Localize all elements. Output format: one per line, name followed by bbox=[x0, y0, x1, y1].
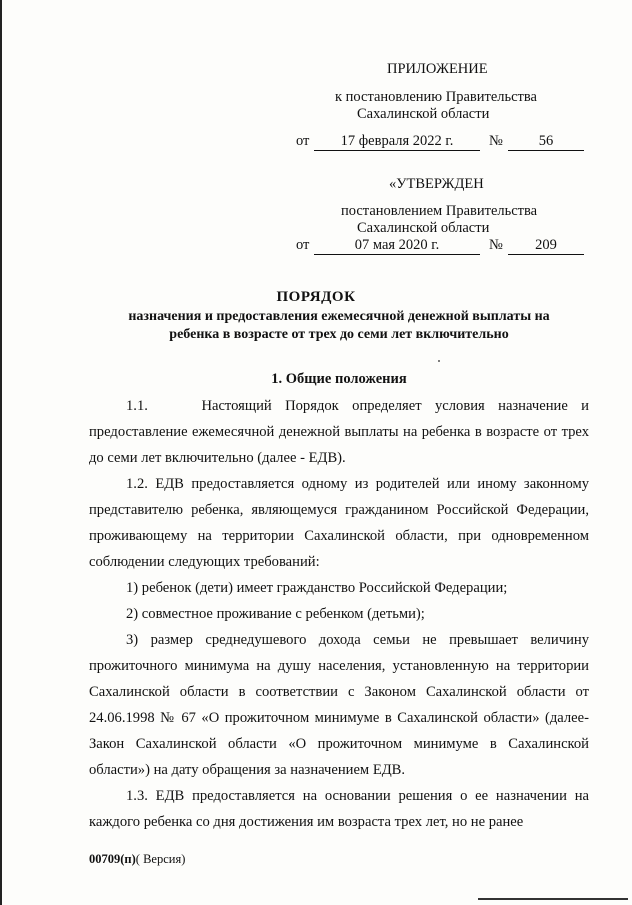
section-heading: 1. Общие положения bbox=[271, 371, 407, 387]
paragraph-1-1: 1.1. Настоящий Порядок определяет условия назначение и предоставление ежемесячной денежной выплаты на ребенка в возрасте от трех до семи лет включительно (далее - ЕДВ). bbox=[89, 398, 589, 466]
paragraph-1-2: 1.2. ЕДВ предоставляется одному из родителей или иному законному представителю ребенка, являющемуся гражданином Российской Федерации, проживающему на территории Сахалинской области, при одновременном соблюдении следующих требований: bbox=[89, 476, 589, 570]
doc-title-line1: назначения и предоставления ежемесячной денежной выплаты на bbox=[128, 309, 550, 324]
appendix-from-label: от bbox=[296, 133, 310, 149]
appendix-number: 56 bbox=[508, 133, 584, 151]
scan-edge-left bbox=[0, 0, 2, 905]
footer-version: ( Версия) bbox=[135, 852, 186, 866]
approved-title: «УТВЕРЖДЕН bbox=[389, 176, 484, 192]
appendix-region: Сахалинской области bbox=[357, 106, 490, 122]
appendix-number-label: № bbox=[489, 133, 503, 149]
list-item-2: 2) совместное проживание с ребенком (детьми); bbox=[126, 606, 425, 622]
list-item-1: 1) ребенок (дети) имеет гражданство Российской Федерации; bbox=[126, 580, 508, 596]
list-item-3: 3) размер среднедушевого дохода семьи не превышает величину прожиточного минимума на душу населения, установленную на территории Сахалинской области в соответствии с Законом Сахалинской области от 24.06.1998 № 67 «О прожиточном минимуме в Сахалинской области» (далее- Закон Сахалинской области «О прожиточном минимуме в Сахалинской области») на дату обращения за назначением ЕДВ. bbox=[89, 632, 589, 778]
footer-code: 00709(п) bbox=[89, 852, 136, 866]
approved-number-label: № bbox=[489, 237, 503, 253]
scan-speck bbox=[438, 360, 440, 362]
scan-edge-bottom bbox=[478, 898, 628, 900]
approved-region: Сахалинской области bbox=[357, 220, 490, 236]
footer bbox=[89, 852, 185, 867]
approved-from-label: от bbox=[296, 237, 310, 253]
appendix-title: ПРИЛОЖЕНИЕ bbox=[387, 61, 488, 77]
doc-heading: ПОРЯДОК bbox=[276, 289, 356, 305]
paragraph-1-3: 1.3. ЕДВ предоставляется на основании решения о ее назначении на каждого ребенка со дня достижения им возраста трех лет, но не ранее bbox=[89, 788, 589, 830]
approved-by-resolution: постановлением Правительства bbox=[341, 203, 538, 219]
approved-date: 07 мая 2020 г. bbox=[314, 237, 480, 255]
appendix-to-resolution: к постановлению Правительства bbox=[335, 89, 537, 105]
approved-number: 209 bbox=[508, 237, 584, 255]
doc-title-line2: ребенка в возрасте от трех до семи лет включительно bbox=[169, 327, 509, 342]
appendix-date: 17 февраля 2022 г. bbox=[314, 133, 480, 151]
